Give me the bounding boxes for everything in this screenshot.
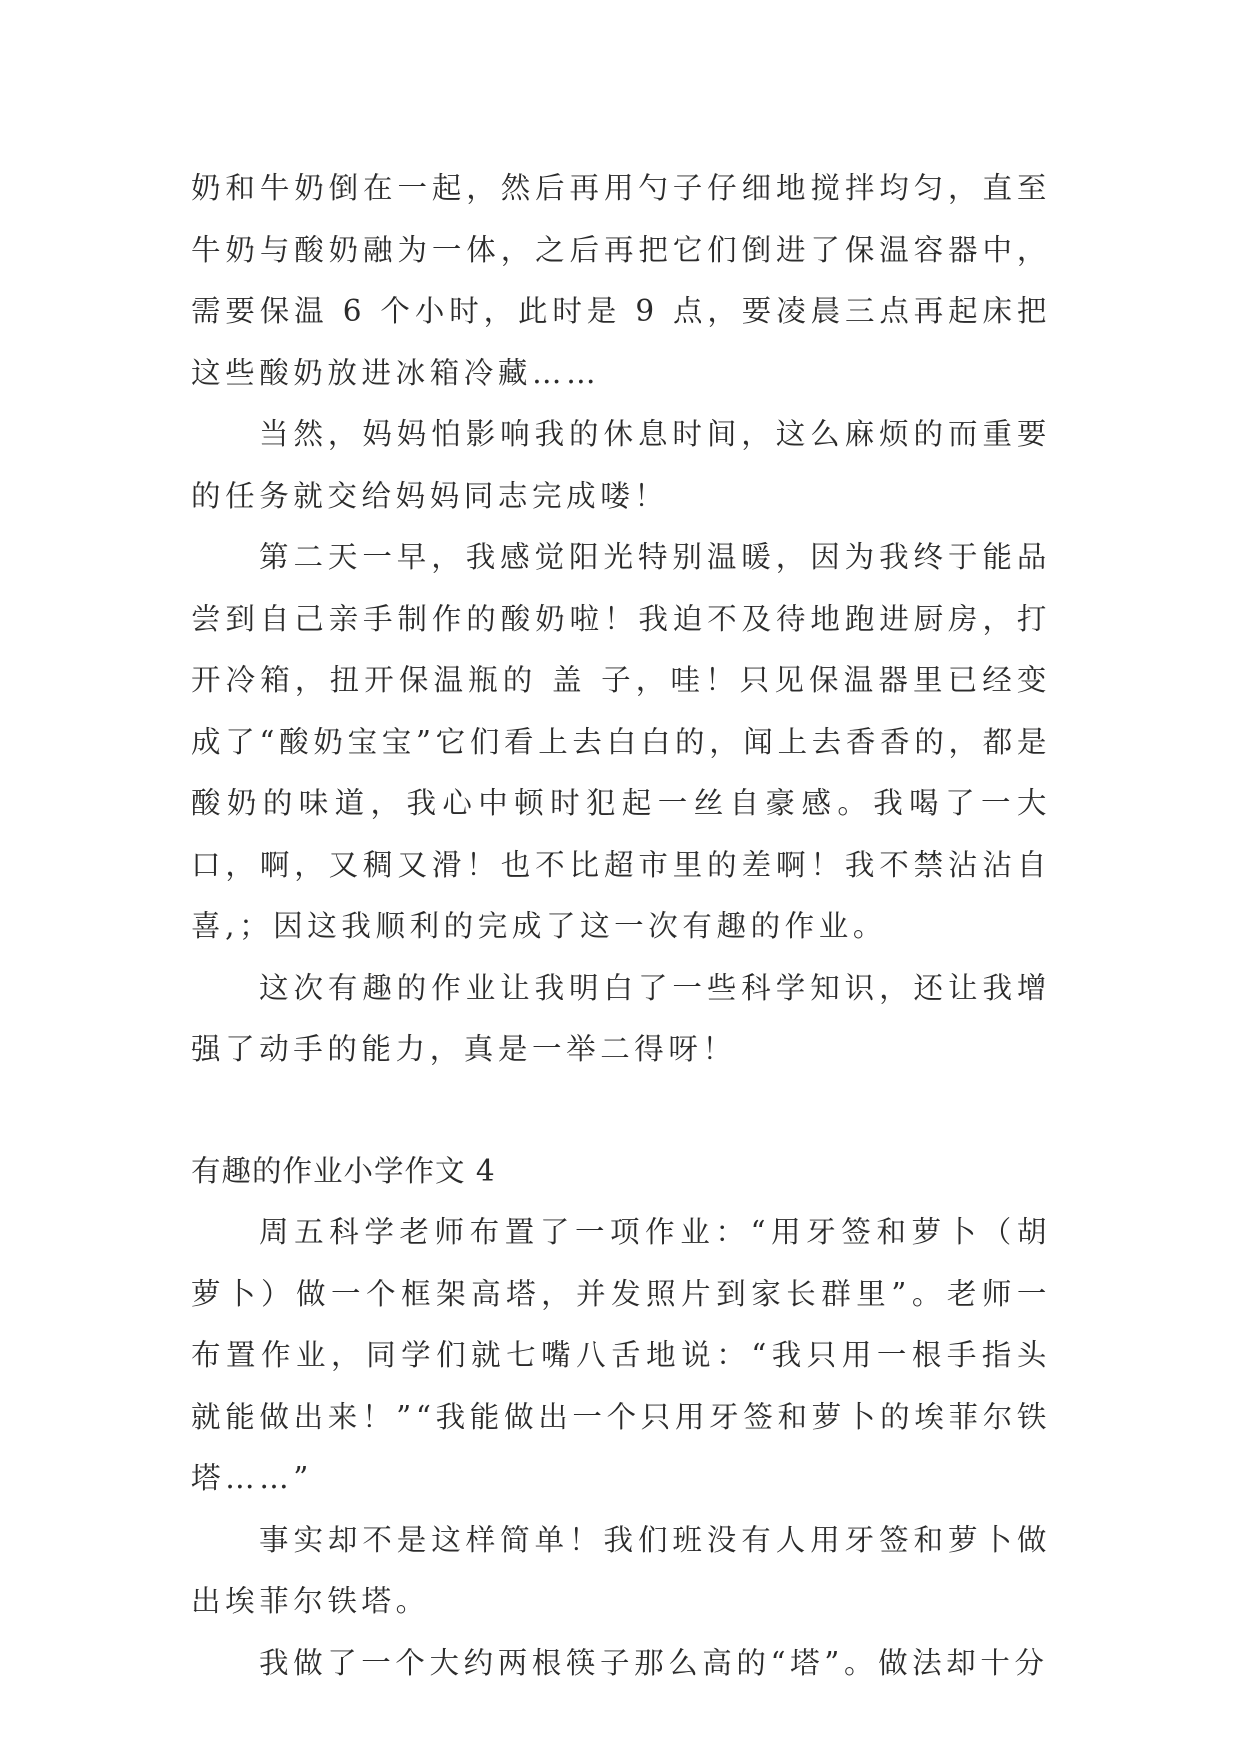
section-heading: 有趣的作业小学作文 4 [191, 1153, 496, 1188]
paragraph: 事实却不是这样简单！我们班没有人用牙签和萝卜做出埃菲尔铁塔。 [191, 1522, 1051, 1618]
paragraph: 我做了一个大约两根筷子那么高的“塔”。做法却十分 [259, 1645, 1049, 1680]
paragraph: 周五科学老师布置了一项作业：“用牙签和萝卜（胡萝卜）做一个框架高塔，并发照片到家长群里”。老师一布置作业，同学们就七嘴八舌地说：“我只用一根手指头就能做出来！”“我能做出一个只用牙签和萝卜的埃菲尔铁塔……” [191, 1215, 1051, 1495]
paragraph: 当然，妈妈怕影响我的休息时间，这么麻烦的而重要的任务就交给妈妈同志完成喽！ [191, 417, 1051, 513]
paragraph: 第二天一早，我感觉阳光特别温暖，因为我终于能品尝到自己亲手制作的酸奶啦！我迫不及待地跑进厨房，打开冷箱，扭开保温瓶的 盖 子，哇！只见保温器里已经变成了“酸奶宝宝”它们看上去白白的，闻上去香香的，都是酸奶的味道，我心中顿时犯起一丝自豪感。我喝了一大口，啊，又稠又滑！也不比超市里的差啊！我不禁沾沾自喜,；因这我顺利的完成了这一次有趣的作业。 [191, 540, 1051, 943]
paragraph: 奶和牛奶倒在一起，然后再用勺子仔细地搅拌均匀，直至牛奶与酸奶融为一体，之后再把它们倒进了保温容器中，需要保温 6 个小时，此时是 9 点，要凌晨三点再起床把这些酸奶放进冰箱冷藏…… [191, 171, 1051, 390]
document-body [191, 158, 1051, 1694]
paragraph: 这次有趣的作业让我明白了一些科学知识，还让我增强了动手的能力，真是一举二得呀！ [191, 970, 1051, 1066]
